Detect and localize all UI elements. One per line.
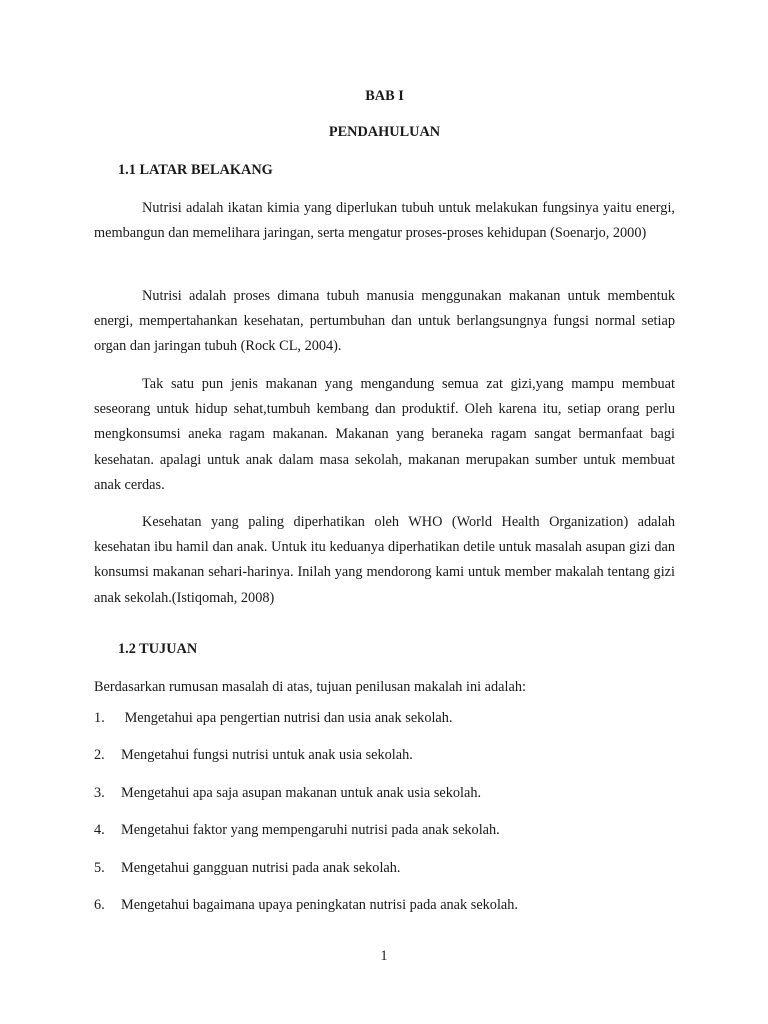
chapter-label: BAB I — [365, 88, 404, 104]
list-item-number: 2. — [94, 747, 105, 764]
list-item-text: Mengetahui bagaimana upaya peningkatan nutrisi pada anak sekolah. — [121, 896, 518, 913]
tujuan-list — [94, 708, 675, 932]
list-item-number: 5. — [94, 859, 105, 876]
list-item — [94, 820, 675, 857]
paragraph-2: Nutrisi adalah proses dimana tubuh manusia menggunakan makanan untuk membentuk energi, mempertahankan kesehatan, pertumbuhan dan untuk berlangsungnya fungsi normal setiap organ dan jaringan tubuh (Rock CL, 2004). — [94, 288, 675, 355]
section-heading-tujuan: 1.2 TUJUAN — [118, 641, 198, 657]
list-item-number: 3. — [94, 784, 105, 801]
list-item-number: 6. — [94, 896, 105, 913]
paragraph-4: Kesehatan yang paling diperhatikan oleh WHO (World Health Organization) adalah kesehatan ibu hamil dan anak. Untuk itu keduanya diperhatikan detile untuk masalah asupan gizi dan konsumsi makanan sehari-harinya. Inilah yang mendorong kami untuk member makalah tentang gizi anak sekolah.(Istiqomah, 2008) — [94, 514, 675, 606]
list-item — [94, 783, 675, 820]
list-item-text: Mengetahui fungsi nutrisi untuk anak usia sekolah. — [121, 747, 413, 764]
section-heading-latar-belakang: 1.1 LATAR BELAKANG — [118, 162, 273, 178]
tujuan-intro: Berdasarkan rumusan masalah di atas, tujuan penilusan makalah ini adalah: — [94, 679, 526, 695]
list-item-number: 1. — [94, 710, 105, 726]
list-item — [94, 895, 675, 932]
list-item-text: Mengetahui apa pengertian nutrisi dan usia anak sekolah. — [121, 710, 453, 726]
chapter-title: PENDAHULUAN — [328, 124, 441, 140]
page-number: 1 — [380, 948, 388, 964]
paragraph-1: Nutrisi adalah ikatan kimia yang diperlukan tubuh untuk melakukan fungsinya yaitu energi, membangun dan memelihara jaringan, serta mengatur proses-proses kehidupan (Soenarjo, 2000) — [94, 200, 675, 242]
list-item-text: Mengetahui faktor yang mempengaruhi nutrisi pada anak sekolah. — [121, 822, 500, 839]
list-item — [94, 745, 675, 782]
list-item-text: Mengetahui gangguan nutrisi pada anak sekolah. — [121, 859, 401, 876]
list-item-text: Mengetahui apa saja asupan makanan untuk anak usia sekolah. — [121, 784, 482, 801]
list-item-number: 4. — [94, 822, 105, 839]
list-item — [94, 858, 675, 895]
list-item — [94, 708, 675, 745]
paragraph-3: Tak satu pun jenis makanan yang mengandung semua zat gizi,yang mampu membuat seseorang untuk hidup sehat,tumbuh kembang dan produktif. Oleh karena itu, setiap orang perlu mengkonsumsi aneka ragam makanan. Makanan yang beraneka ragam sangat bermanfaat bagi kesehatan. apalagi untuk anak dalam masa sekolah, makanan merupakan sumber untuk membuat anak cerdas. — [94, 376, 675, 493]
